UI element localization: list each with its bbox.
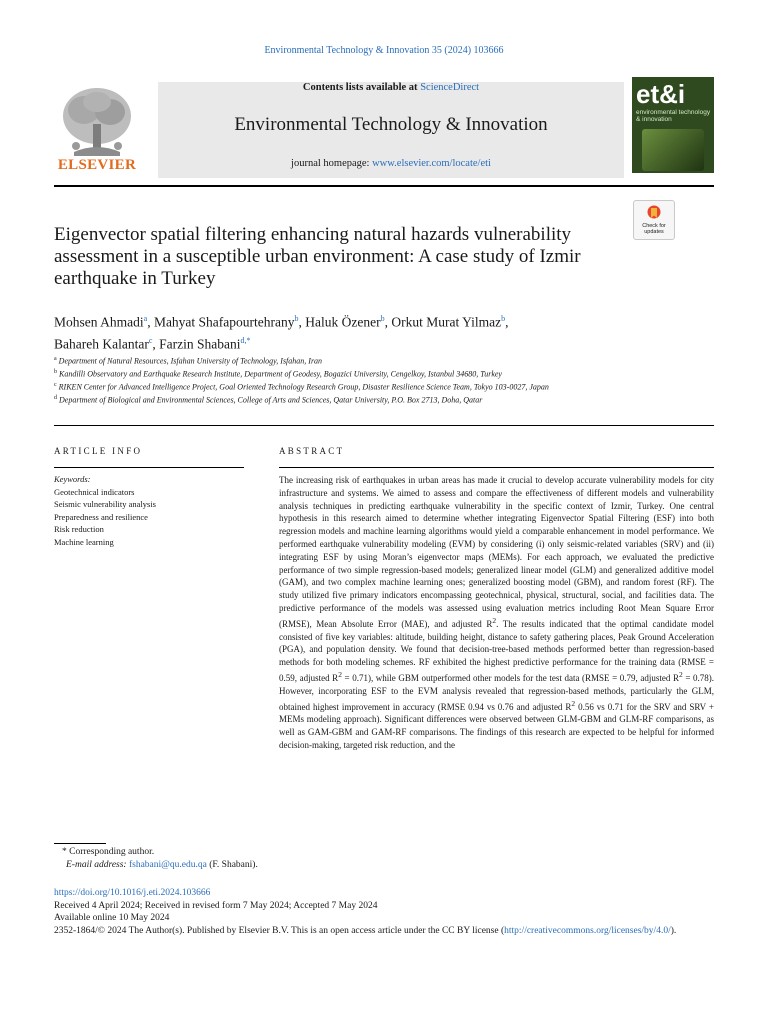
author-name[interactable]: Haluk Özener: [305, 314, 381, 330]
cc-license-link[interactable]: http://creativecommons.org/licenses/by/4.0/: [504, 925, 671, 936]
abstract-text: [279, 474, 714, 752]
publication-metadata: [54, 887, 714, 937]
journal-homepage-link[interactable]: www.elsevier.com/locate/eti: [372, 158, 491, 169]
journal-reference-link[interactable]: Environmental Technology & Innovation 35 (2024) 103666: [264, 45, 504, 56]
affiliation-list: [54, 354, 654, 407]
author-affiliation-marker[interactable]: b: [380, 314, 385, 323]
received-dates: Received 4 April 2024; Received in revised form 7 May 2024; Accepted 7 May 2024: [54, 900, 378, 911]
email-line: [54, 859, 714, 872]
homepage-line: [158, 158, 624, 169]
author-affiliation-marker[interactable]: b: [501, 314, 506, 323]
article-title: Eigenvector spatial filtering enhancing natural hazards vulnerability assessment in a susceptible urban environment: A case study of Izmir earthquake in Turkey: [54, 224, 581, 289]
sciencedirect-link[interactable]: ScienceDirect: [420, 82, 480, 93]
author-name[interactable]: Bahareh Kalantar: [54, 336, 149, 351]
affiliation-item: [54, 367, 654, 380]
keywords-label: Keywords:: [54, 474, 91, 484]
abstract-segment: = 0.71), while GBM outperformed other models for the test data (RMSE = 0.79, adjusted R: [341, 672, 679, 683]
abstract-divider: [279, 467, 714, 468]
abstract-segment: . The results indicated that the optimal candidate model consisted of five key variables: altitude, building height, distance to safety gathering places, Peak Ground Acceleration (PGA), and population density. We found that decision-tree-based methods performed better than regression-based methods for both modeling schemes. RF exhibited the highest predictive performance for the training data (RMSE = 0.59, adjusted R: [279, 618, 715, 683]
keyword-item: Seismic vulnerability analysis: [54, 499, 156, 509]
cover-logo: et&i: [636, 79, 686, 109]
check-for-updates-label: Check for updates: [642, 223, 666, 235]
contents-prefix: Contents lists available at: [302, 82, 421, 93]
superscript: 2: [492, 615, 497, 625]
corresponding-author-note: * Corresponding author.: [62, 847, 155, 857]
affiliation-text: Department of Natural Resources, Isfahan University of Technology, Isfahan, Iran: [58, 356, 323, 366]
contents-line: [158, 82, 624, 93]
elsevier-wordmark: ELSEVIER: [57, 157, 137, 173]
abstract-heading: ABSTRACT: [279, 446, 345, 456]
keyword-item: Geotechnical indicators: [54, 486, 135, 497]
affiliation-text: Department of Biological and Environmental Sciences, College of Arts and Sciences, Qatar University, P.O. Box 2713, Doha, Qatar: [59, 396, 483, 406]
article-info-divider: [54, 467, 244, 468]
author-affiliation-marker[interactable]: c: [148, 335, 153, 345]
affiliation-marker: a: [54, 356, 57, 362]
keyword-item: Risk reduction: [54, 524, 104, 534]
footnote-divider: [54, 843, 106, 844]
keyword-item: Machine learning: [54, 536, 114, 547]
author-affiliation-marker[interactable]: d,*: [240, 335, 251, 345]
section-divider: [54, 425, 714, 426]
affiliation-text: RIKEN Center for Advanced Intelligence Project, Goal Oriented Technology Research Group, Disaster Resilience Science Team, Tokyo 103-0027, Japan: [58, 382, 549, 392]
author-affiliation-marker[interactable]: a: [143, 314, 148, 323]
keywords-block: [54, 473, 254, 548]
affiliation-marker: d: [54, 395, 57, 402]
abstract-segment: The increasing risk of earthquakes in urban areas has made it crucial to develop accurate vulnerability models for city infrastructure and systems. We aimed to assess and compare the effectiveness of different models and vulnerability analysis techniques in predicting earthquake vulnerability in the specific context of Izmir, Turkey. One central hypothesis in this research aimed to determine whether integrating Eigenvector Spatial Filtering (ESF) into both regression models and machine learning algorithms would yield a comparable enhancement in model performance. We performed earthquake vulnerability modeling (EVM) by considering (i) only seismic-related variables (SRV) and (ii) integrating ESF by using Moran’s eigenvector maps (MEMs). For each approach, we evaluated the predictive performance of two simple regression-based models; generalized linear model (GLM) and generalized additive model (GAM), and two complex machine learning ones; generalized boosting model (GBM), and random forest (RF). The study utilized five primary indicators encompassing geotechnical, physical, structural, social, and facilities data. The predictive performance of the models was assessed using evaluation metrics including Root Mean Square Error (RMSE), Mean Absolute Error (MAE), and adjusted R: [279, 475, 714, 629]
cover-image: [642, 129, 704, 171]
affiliation-text: Kandilli Observatory and Earthquake Research Institute, Department of Geodesy, Bogazici University, Cengelkoy, Istanbul 34680, Turkey: [59, 369, 502, 379]
license-text: 2352-1864/© 2024 The Author(s). Published by Elsevier B.V. This is an open access article under the CC BY license (: [54, 925, 505, 936]
abstract-segment: 0.56 vs 0.71 for the SRV and SRV + MEMs modeling approach). Significant differences were observed between GLM-GBM and GLM-RF comparisons, as well as GAM-GBM and GAM-RF comparisons. The findings of this research are expected to be helpful for informed decision-making, targeted risk reduction, and the: [279, 701, 714, 750]
header-divider: [54, 185, 714, 187]
email-label: E-mail address:: [66, 860, 129, 870]
author-affiliation-marker[interactable]: b: [294, 314, 299, 323]
cover-subtitle: environmental technology & innovation: [636, 109, 711, 123]
check-for-updates-button[interactable]: [633, 200, 675, 240]
author-name[interactable]: Mahyat Shafapourtehrany: [153, 314, 295, 330]
available-online: Available online 10 May 2024: [54, 913, 170, 924]
email-suffix: (F. Shabani).: [206, 860, 258, 870]
footnote-block: [54, 846, 714, 872]
journal-title: Environmental Technology & Innovation: [234, 114, 548, 135]
affiliation-marker: b: [54, 369, 57, 376]
affiliation-item: [54, 393, 654, 406]
affiliation-marker: c: [54, 382, 57, 389]
author-name[interactable]: Mohsen Ahmadi: [54, 314, 144, 330]
author-list: Mohsen Ahmadi$^a$, Mahyat Shafapourtehrany$^b$, Haluk Özener$^b$, Orkut Murat Yilmaz$^b$, Bahareh Kalantar$^c$, Farzin Shabani$^{d,*}$: [54, 314, 509, 351]
keyword-item: Preparedness and resilience: [54, 511, 148, 522]
article-info-heading: ARTICLE INFO: [54, 446, 143, 456]
bookmark-icon: [647, 205, 661, 221]
license-statement: [54, 925, 714, 938]
homepage-prefix: journal homepage:: [291, 158, 373, 169]
superscript: 2: [338, 669, 342, 679]
author-name[interactable]: Farzin Shabani: [159, 336, 241, 351]
license-end: ).: [670, 925, 677, 936]
email-link[interactable]: fshabani@qu.edu.qa: [128, 860, 207, 870]
author-name[interactable]: Orkut Murat Yilmaz: [391, 314, 502, 330]
abstract-segment: = 0.78). However, incorporating ESF to the EVM analysis revealed that regression-based methods, particularly the GLM, obtained highest improvement in accuracy (RMSE 0.94 vs 0.76 and adjusted R: [279, 672, 715, 712]
affiliation-item: [54, 354, 654, 367]
superscript: 2: [679, 669, 683, 679]
superscript: 2: [571, 698, 576, 708]
doi-link[interactable]: https://doi.org/10.1016/j.eti.2024.103666: [54, 888, 211, 898]
journal-cover-thumbnail[interactable]: [632, 77, 714, 173]
affiliation-item: [54, 380, 654, 393]
